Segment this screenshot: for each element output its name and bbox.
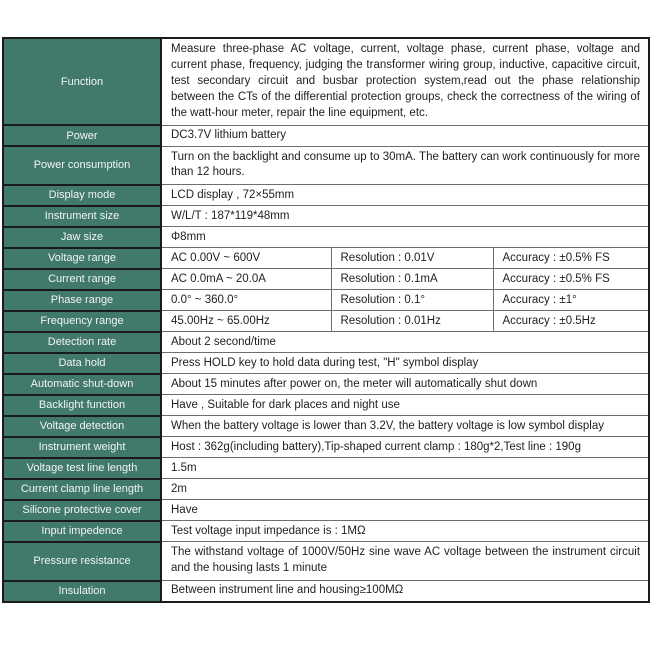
spec-label-cell: Display mode [3,185,161,206]
spec-table-body [3,38,649,602]
spec-value-cell: Accuracy : ±0.5Hz [493,311,649,332]
spec-value-cell: Accuracy : ±0.5% FS [493,269,649,290]
spec-label-cell: Frequency range [3,311,161,332]
spec-value-cell: Turn on the backlight and consume up to 30mA. The battery can work continuously for more than 12 hours. [161,146,649,185]
spec-label-cell: Detection rate [3,332,161,353]
spec-table [2,37,650,603]
spec-label-cell: Input impedence [3,521,161,542]
spec-value-cell: 45.00Hz ~ 65.00Hz [161,311,331,332]
spec-value-cell: LCD display , 72×55mm [161,185,649,206]
table-row [3,416,649,437]
table-row [3,227,649,248]
table-row [3,248,649,269]
spec-value-cell: The withstand voltage of 1000V/50Hz sine wave AC voltage between the instrument circuit and the housing lasts 1 minute [161,542,649,581]
table-row [3,437,649,458]
spec-value-cell: Resolution : 0.1° [331,290,493,311]
spec-value-cell: When the battery voltage is lower than 3.2V, the battery voltage is low symbol display [161,416,649,437]
spec-value-cell: Accuracy : ±1° [493,290,649,311]
spec-value-cell: 0.0° ~ 360.0° [161,290,331,311]
spec-label-cell: Instrument size [3,206,161,227]
spec-value-cell: AC 0.00V ~ 600V [161,248,331,269]
table-row [3,374,649,395]
spec-value-cell: Have [161,500,649,521]
table-row [3,521,649,542]
spec-label-cell: Voltage detection [3,416,161,437]
table-row [3,353,649,374]
spec-label-cell: Power [3,125,161,146]
spec-value-cell: DC3.7V lithium battery [161,125,649,146]
spec-value-cell: Φ8mm [161,227,649,248]
table-row [3,290,649,311]
spec-value-cell: Press HOLD key to hold data during test, "H" symbol display [161,353,649,374]
spec-value-cell: W/L/T : 187*119*48mm [161,206,649,227]
table-row [3,542,649,581]
spec-label-cell: Phase range [3,290,161,311]
spec-value-cell: About 2 second/time [161,332,649,353]
table-row [3,479,649,500]
spec-label-cell: Current clamp line length [3,479,161,500]
spec-value-cell: 2m [161,479,649,500]
table-row [3,185,649,206]
table-row [3,311,649,332]
table-row [3,146,649,185]
spec-value-cell: Measure three-phase AC voltage, current, voltage phase, current phase, voltage and current phase, frequency, judging the transformer wiring group, inductive, capacitive circuit, test secondary circuit and busbar protection system,read out the phase relationship between the CTs of the differential protection groups, check the correctness of the wiring of the watt-hour meter, repair the line equipment, etc. [161,38,649,125]
spec-value-cell: Test voltage input impedance is : 1MΩ [161,521,649,542]
table-row [3,332,649,353]
spec-value-cell: Resolution : 0.01Hz [331,311,493,332]
spec-label-cell: Pressure resistance [3,542,161,581]
spec-value-cell: Resolution : 0.01V [331,248,493,269]
spec-label-cell: Power consumption [3,146,161,185]
table-row [3,269,649,290]
spec-value-cell: 1.5m [161,458,649,479]
spec-value-cell: Accuracy : ±0.5% FS [493,248,649,269]
spec-label-cell: Current range [3,269,161,290]
table-row [3,395,649,416]
table-row [3,38,649,125]
spec-label-cell: Insulation [3,581,161,602]
spec-label-cell: Jaw size [3,227,161,248]
spec-label-cell: Data hold [3,353,161,374]
spec-value-cell: Host : 362g(including battery),Tip-shaped current clamp : 180g*2,Test line : 190g [161,437,649,458]
spec-value-cell: About 15 minutes after power on, the meter will automatically shut down [161,374,649,395]
spec-label-cell: Backlight function [3,395,161,416]
table-row [3,125,649,146]
spec-label-cell: Voltage range [3,248,161,269]
table-row [3,206,649,227]
spec-label-cell: Automatic shut-down [3,374,161,395]
spec-label-cell: Function [3,38,161,125]
spec-value-cell: Between instrument line and housing≥100MΩ [161,581,649,602]
spec-value-cell: Resolution : 0.1mA [331,269,493,290]
table-row [3,581,649,602]
table-row [3,500,649,521]
spec-label-cell: Voltage test line length [3,458,161,479]
spec-label-cell: Silicone protective cover [3,500,161,521]
spec-value-cell: AC 0.0mA ~ 20.0A [161,269,331,290]
spec-label-cell: Instrument weight [3,437,161,458]
spec-value-cell: Have , Suitable for dark places and night use [161,395,649,416]
table-row [3,458,649,479]
